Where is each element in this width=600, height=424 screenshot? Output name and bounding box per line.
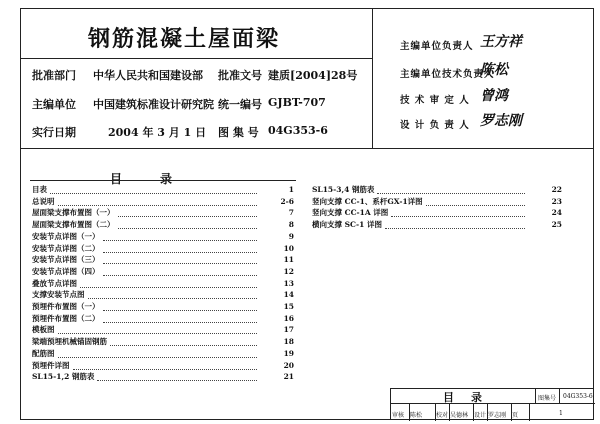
toc-leader	[103, 263, 257, 264]
editor-unit: 中国建筑标准设计研究院	[93, 98, 214, 111]
toc-entry-page: 14	[283, 290, 294, 300]
signature-label: 设 计 负 责 人	[400, 120, 470, 131]
toc-row	[32, 301, 294, 313]
toc-entry-page: 25	[551, 220, 562, 230]
signature: 曾鸿	[480, 88, 508, 104]
toc-row	[312, 196, 562, 208]
toc-leader	[118, 216, 257, 217]
toc-row	[32, 231, 294, 243]
title-block-cell: 陈松	[410, 412, 423, 419]
header-rule	[20, 58, 372, 59]
toc-leader	[118, 228, 257, 229]
toc-entry-label: 预埋件布置图（二）	[32, 313, 100, 323]
toc-leader	[50, 193, 257, 194]
toc-row	[32, 219, 294, 231]
toc-row	[32, 324, 294, 336]
toc-entry-label: 预埋件布置图（一）	[32, 302, 100, 311]
signature-label: 主编单位技术负责人	[400, 69, 495, 80]
toc-row	[32, 184, 294, 196]
toc-entry-page: 17	[283, 325, 294, 335]
toc-leader	[110, 345, 257, 346]
toc-entry-label: 预埋件详图	[32, 360, 70, 370]
toc-row	[312, 207, 562, 219]
title-block-cell: 罗志刚	[488, 412, 507, 419]
toc-row	[32, 207, 294, 219]
atlas-no-label: 图 集 号	[218, 126, 259, 139]
toc-leader	[88, 298, 257, 299]
toc-leader	[58, 205, 257, 206]
editor-unit-label: 主编单位	[32, 98, 76, 111]
toc-entry-label: 配筋图	[32, 348, 55, 358]
toc-entry-label: 安装节点详图（一）	[32, 231, 100, 241]
signature-label: 主编单位负责人	[400, 41, 474, 52]
toc-leader	[80, 287, 257, 288]
toc-entry-page: 23	[551, 196, 562, 206]
toc-entry-page: 16	[283, 313, 294, 323]
toc-entry-page: 20	[283, 360, 294, 370]
toc-entry-page: 8	[288, 220, 294, 230]
toc-entry-label: 梁端预埋机械锚固钢筋	[32, 337, 107, 347]
toc-entry-page: 13	[283, 278, 294, 288]
toc-entry-label: 总说明	[32, 196, 55, 206]
unified-no-label: 统一编号	[218, 98, 262, 111]
toc-row	[32, 348, 294, 360]
effective-date: 2004 年 3 月 1 日	[108, 126, 207, 139]
toc-row	[32, 243, 294, 255]
toc-leader	[73, 369, 257, 370]
toc-row	[32, 278, 294, 290]
toc-leader	[58, 333, 257, 334]
toc-entry-page: 7	[288, 208, 294, 218]
toc-leader	[97, 380, 257, 381]
toc-entry-page: 1	[288, 185, 294, 194]
atlas-title: 钢筋混凝土屋面梁	[88, 26, 281, 52]
toc-row	[32, 336, 294, 348]
toc-entry-label: SL15-3,4 钢筋表	[312, 185, 375, 194]
toc-leader	[391, 216, 525, 217]
unified-no: GJBT-707	[268, 96, 326, 109]
approval-dept-label: 批准部门	[32, 69, 76, 82]
toc-entry-page: 15	[283, 302, 294, 311]
atlas-no: 04G353-6	[268, 124, 328, 137]
toc-leader	[103, 252, 257, 253]
toc-row	[32, 289, 294, 301]
title-block-atlas-label: 图集号	[538, 395, 557, 402]
toc-entry-label: 屋面梁支撑布置图（一）	[32, 208, 115, 218]
toc-entry-page: 2-6	[280, 196, 294, 206]
toc-leader	[377, 193, 525, 194]
toc-row	[32, 371, 294, 383]
header-divider	[372, 8, 373, 148]
toc-entry-label: 支撑安装节点图	[32, 290, 85, 300]
title-block-cell: 设计	[474, 412, 487, 419]
title-block-cell: 校对	[436, 412, 449, 419]
toc-leader	[103, 275, 257, 276]
toc-entry-page: 19	[283, 348, 294, 358]
toc-leader	[103, 310, 257, 311]
signature: 罗志刚	[480, 113, 522, 129]
toc-heading: 目录	[110, 172, 211, 186]
signature-label: 技 术 审 定 人	[400, 95, 470, 106]
toc-entry-label: SL15-1,2 钢筋表	[32, 372, 95, 382]
toc-entry-label: 横向支撑 SC-1 详图	[312, 220, 382, 230]
toc-leader	[385, 228, 525, 229]
toc-rule	[30, 180, 296, 181]
toc-entry-label: 安装节点详图（二）	[32, 243, 100, 253]
toc-row	[32, 313, 294, 325]
toc-entry-page: 21	[283, 372, 294, 382]
toc-entry-label: 竖向支撑 CC-1、系杆GX-1详图	[312, 196, 423, 206]
signature: 王方祥	[480, 34, 522, 50]
toc-entry-page: 22	[551, 185, 562, 194]
toc-entry-label: 安装节点详图（三）	[32, 255, 100, 265]
toc-leader	[103, 240, 257, 241]
toc-entry-label: 叠放节点详图	[32, 278, 77, 288]
toc-entry-page: 12	[283, 266, 294, 276]
approval-doc-label: 批准文号	[218, 69, 262, 82]
toc-row	[32, 254, 294, 266]
toc-entry-label: 目表	[32, 185, 47, 194]
toc-entry-page: 9	[288, 231, 294, 241]
approval-doc: 建质[2004]28号	[268, 69, 358, 82]
toc-row	[32, 360, 294, 372]
title-block-page-no: 1	[559, 410, 563, 417]
title-block-name: 目 录	[443, 391, 485, 404]
toc-row	[32, 196, 294, 208]
toc-row	[312, 219, 562, 231]
toc-row	[32, 266, 294, 278]
effective-label: 实行日期	[32, 126, 76, 139]
title-block	[390, 388, 594, 420]
title-block-cell: 审核	[392, 412, 405, 419]
toc-leader	[426, 205, 525, 206]
toc-leader	[58, 357, 257, 358]
toc-entry-label: 屋面梁支撑布置图（二）	[32, 220, 115, 230]
approval-dept: 中华人民共和国建设部	[93, 69, 203, 82]
toc-entry-label: 竖向支撑 CC-1A 详图	[312, 208, 389, 218]
toc-row	[312, 184, 562, 196]
title-block-atlas-no: 04G353-6	[563, 393, 593, 400]
title-block-cell: 吴德林	[450, 412, 469, 419]
toc-entry-page: 10	[283, 243, 294, 253]
toc-leader	[103, 322, 257, 323]
toc-entry-label: 安装节点详图（四）	[32, 266, 100, 276]
toc-entry-label: 模板图	[32, 325, 55, 335]
toc-entry-page: 24	[551, 208, 562, 218]
toc-entry-page: 18	[283, 337, 294, 347]
title-block-cell: 页	[512, 412, 519, 419]
signature: 陈松	[480, 62, 508, 78]
toc-entry-page: 11	[283, 255, 294, 265]
header-bottom-rule	[20, 148, 594, 149]
